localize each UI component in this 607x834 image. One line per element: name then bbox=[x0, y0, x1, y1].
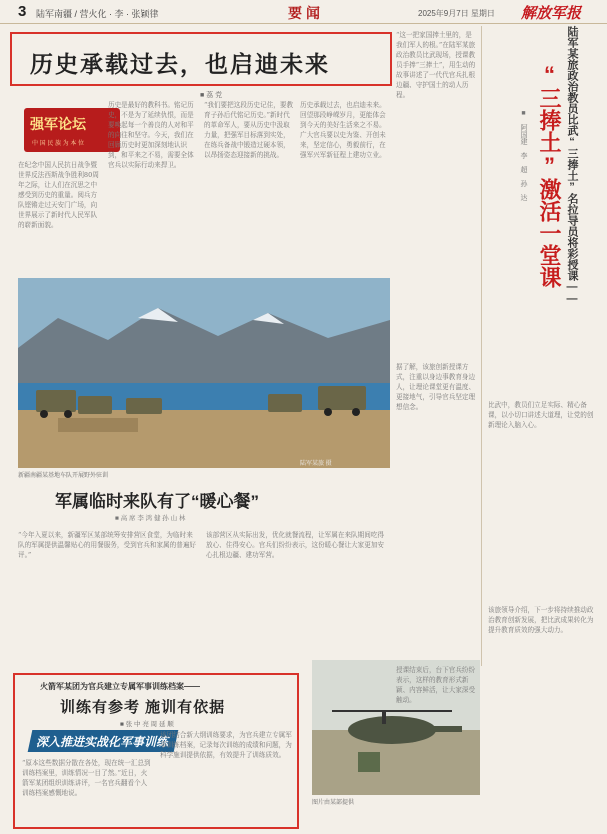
article-2-column: “今年入夏以来，新疆军区某部统筹安排营区食堂，为临时来队的军属提供温馨贴心的用餐服务，受到官兵和家属的普遍好评。” bbox=[18, 531, 197, 559]
convoy-photo bbox=[18, 278, 390, 468]
header-sections: 陆军南疆 / 营火化 · 李 · 张颖律 bbox=[36, 9, 159, 19]
article-1-column: 历史是最好的教科书。铭记历史，不是为了延续仇恨，而是要唤起每一个善良的人对和平的向往和坚守。今天，我们在回顾历史时更加深刻地认识到，和平来之不易，需要全体官兵以实际行动来捍卫。 bbox=[108, 101, 194, 169]
kicker-3: 火箭军某团为官兵建立专属军事训练档案—— bbox=[40, 682, 200, 691]
article-4-column: “这一把家国捧土里的，是我们军人的根。”在陆军某旅政治教员比武现场，授课教员手捧“三捧土”，用生动的故事讲述了一代代官兵扎根边疆、守护国土的动人历程。 bbox=[396, 31, 476, 99]
section-title: 要闻 bbox=[288, 7, 324, 22]
photo-1-credit: 陆军某旅 摄 bbox=[300, 461, 332, 467]
article-2-column: 该部营区从实际出发，优化就餐流程，让军属在来队期间吃得放心、住得安心。官兵们纷纷表示，这份暖心餐让大家更加安心扎根边疆、建功军营。 bbox=[206, 531, 385, 559]
page-number: 3 bbox=[18, 3, 27, 20]
article-3-column: “原本这些数据分散在各处，现在统一汇总到训练档案里，训练情况一目了然。”近日，火箭军某团组织训练讲评，一名官兵翻看个人训练档案感慨地说。 bbox=[22, 759, 151, 797]
photo-1-caption: 新疆南疆某基地车队开展野外驻训 bbox=[18, 473, 109, 479]
byline-4: ■ 阿国建 李 超 孙 达 bbox=[520, 110, 527, 201]
topic-banner-text: 深入推进实战化军事训练 bbox=[36, 735, 169, 749]
byline-1: ■ 荔 党 bbox=[200, 92, 223, 99]
newspaper-logo: 解放军报 bbox=[521, 6, 582, 22]
article-3-column: 该团结合新大纲训练要求，为官兵建立专属军事训练档案，记录每次训练的成绩和问题，为科学施训提供依据，有效提升了训练质效。 bbox=[160, 731, 292, 759]
headline-3: 训练有参考 施训有依据 bbox=[60, 699, 226, 716]
headline-2: 军属临时来队有了“暖心餐” bbox=[55, 492, 259, 511]
photo-2-caption: 图片由某部提供 bbox=[312, 800, 355, 806]
byline-3: ■ 张 中 亮 周 延 顺 bbox=[120, 721, 174, 728]
column-badge-sub: 中 国 民 族 为 本 位 bbox=[32, 141, 85, 147]
headline-1: 历史承载过去，也启迪未来 bbox=[30, 51, 330, 77]
article-1-column: 历史承载过去，也启迪未来。回望那段峥嵘岁月，更能体会到今天的美好生活来之不易。广大官兵要以史为鉴、开创未来，坚定信心，勇毅前行，在强军兴军新征程上建功立业。 bbox=[300, 101, 386, 159]
issue-date: 2025年9月7日 星期日 bbox=[418, 9, 495, 18]
article-1-column: “我们要把这段历史记住，要教育子孙后代铭记历史。”新时代的革命军人，要从历史中汲取力量，把强军目标落到实处，在练兵备战中锻造过硬本领，以昂扬姿态迎接新的挑战。 bbox=[204, 101, 294, 159]
column-rule bbox=[481, 26, 482, 666]
article-4-column: 比武中，教员们立足实际、精心备课，以小切口讲述大道理，让党的创新理论入脑入心。 bbox=[488, 401, 594, 429]
article-4-column: 据了解，该旅创新授课方式，注重以身边事教育身边人，让理论课堂更有温度、更接地气，引导官兵坚定理想信念。 bbox=[396, 363, 476, 411]
article-1-column: 在纪念中国人民抗日战争暨世界反法西斯战争胜利80周年之际，让人们在沉思之中感受到历史的重量。阅兵方队铿锵走过天安门广场，向世界展示了新时代人民军队的崭新面貌。 bbox=[18, 161, 99, 229]
article-4-column: 授课结束后，台下官兵纷纷表示，这样的教育形式新颖、内容鲜活，让大家深受触动。 bbox=[396, 666, 476, 704]
article-4-column: 该旅领导介绍，下一步将持续推动政治教育创新发展，把比武成果转化为提升教育质效的强大动力。 bbox=[488, 606, 594, 634]
headline-4: “三捧土”激活一堂课 bbox=[537, 62, 562, 288]
kicker-4: 陆军某旅政治教员比武“三捧土”名拉导员将彩授课—— bbox=[566, 26, 578, 305]
byline-2: ■ 高 席 李 鸿 健 孙 山 林 bbox=[115, 515, 186, 522]
column-badge-text: 强军论坛 bbox=[30, 116, 86, 132]
